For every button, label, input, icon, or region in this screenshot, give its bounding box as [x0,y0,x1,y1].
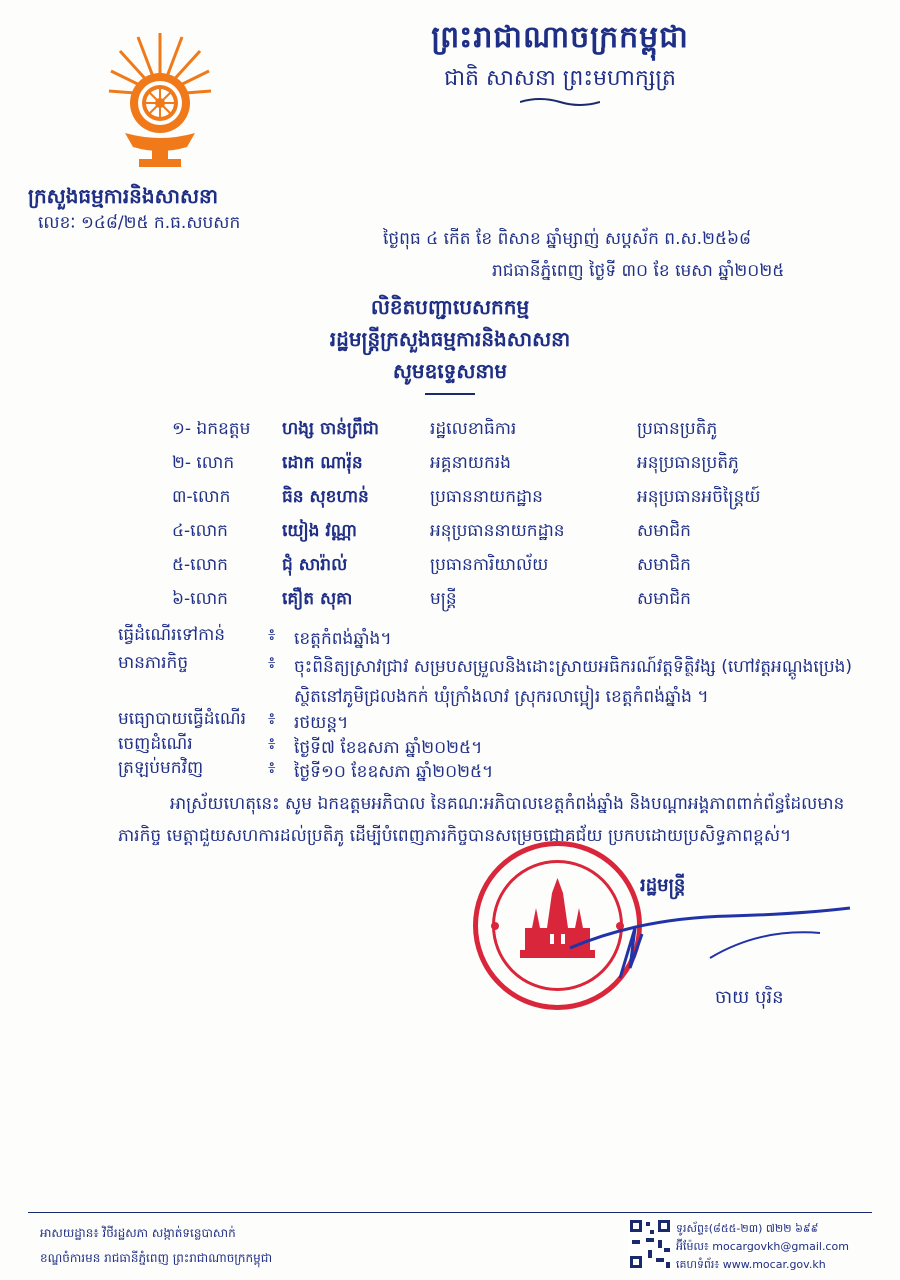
member-name: គឿត សុគា [282,589,353,609]
title-divider [425,393,475,395]
signature-title: រដ្ឋមន្ត្រី [640,875,686,896]
return-value: ថ្ងៃទី១០ ខែឧសភា ឆ្នាំ២០២៥។ [294,762,494,782]
transport-label: មធ្យោបាយធ្វើដំណើរ [118,709,247,729]
member-role: សមាជិក [637,555,691,575]
member-position: ប្រធានការិយាល័យ [430,555,549,575]
ministry-logo-icon [105,25,215,175]
member-position: រដ្ឋលេខាធិការ [430,419,517,439]
member-role: សមាជិក [637,521,691,541]
member-position: អនុប្រធាននាយកដ្ឋាន [430,521,565,541]
colon: ៖ [268,625,276,645]
member-name: យៀង វណ្ណា [282,521,357,541]
member-row [172,554,872,588]
member-role: អនុប្រធានអចិន្ត្រៃយ៍ [637,487,761,507]
member-index: ៤-លោក [172,521,228,541]
return-date-row [118,757,878,783]
member-name: ហង្ស ចាន់ព្រឹជា [282,419,379,439]
member-role: ប្រធានប្រតិភូ [637,419,718,439]
member-name: ធិន សុខហាន់ [282,487,369,507]
lunar-date: ថ្ងៃពុធ ៤ កើត ខែ ពិសាខ ឆ្នាំម្សាញ់ សប្តស័ក ព.ស.២៥៦៨ [383,229,752,249]
transport-value: រថយន្ត។ [294,713,349,733]
colon: ៖ [268,758,276,778]
motto-ornament-icon [520,96,600,108]
member-position: មន្ត្រី [430,589,457,609]
member-row [172,588,872,622]
reference-number: លេខៈ ១៤៨/២៥ ក.ធ.សបសក [38,213,241,233]
member-position: ប្រធាននាយកដ្ឋាន [430,487,543,507]
signatory-name: ចាយ បុរិន [715,987,784,1008]
closing-paragraph: អាស្រ័យហេតុនេះ សូម ឯកឧត្តមអភិបាល នៃគណៈអភិបាលខេត្តកំពង់ឆ្នាំង និងបណ្តាអង្គភាពពាក់ព័ន្ធដែលមានភារកិច្ច មេត្តាជួយសហការដល់ប្រតិភូ ដើម្បីបំពេញភារកិច្ចបានសម្រេចជោគជ័យ ប្រកបដោយប្រសិទ្ធភាពខ្ពស់។ [118,794,845,846]
departure-value: ថ្ងៃទី៧ ខែឧសភា ឆ្នាំ២០២៥។ [294,738,483,758]
footer-website: គេហទំព័រ៖ www.mocar.gov.kh [676,1258,826,1271]
member-role: សមាជិក [637,589,691,609]
member-name: ដោក ណារ៉ុន [282,453,363,473]
footer-phone: ទូរស័ព្ទ៖(៨៥៥-២៣) ៧២២ ៦៩៩ [676,1222,819,1235]
footer-address-line2: ខណ្ឌចំការមន រាជធានីភ្នំពេញ ព្រះរាជាណាចក្រកម្ពុជា [40,1251,273,1265]
colon: ៖ [268,734,276,754]
kingdom-heading: ព្រះរាជាណាចក្រកម្ពុជា [431,20,689,55]
issuer-title: រដ្ឋមន្ត្រីក្រសួងធម្មការនិងសាសនា [329,327,571,351]
member-row [172,520,872,554]
colon: ៖ [268,709,276,729]
mission-value: ចុះពិនិត្យស្រាវជ្រាវ សម្របសម្រួលនិងដោះស្រាយអធិករណ៍វត្តទិត្ថិវង្ស (ហៅវត្តអណ្តូងប្រេង) ស្ថិតនៅភូមិជ្រលងកក់ ឃុំក្រាំងលាវ ស្រុករលាប្អៀរ ខេត្តកំពង់ឆ្នាំង ។ [294,657,853,707]
member-index: ៥-លោក [172,555,228,575]
colon: ៖ [268,653,276,673]
solar-date: រាជធានីភ្នំពេញ ថ្ងៃទី ៣០ ខែ មេសា ឆ្នាំ២០២៥ [492,261,785,281]
destination-label: ធ្វើដំណើរទៅកាន់ [118,625,226,645]
member-name: ជុំ សារ៉ាល់ [282,555,348,575]
mission-row [118,652,878,714]
qr-code-icon [628,1218,672,1270]
member-row [172,418,872,452]
mission-label: មានភារកិច្ច [118,653,189,673]
footer-email: អ៊ីម៉ែល៖ mocargovkh@gmail.com [676,1240,849,1253]
handwritten-signature-icon [560,888,860,988]
member-index: ១- ឯកឧត្តម [172,419,251,439]
member-index: ២- លោក [172,453,235,473]
member-row [172,486,872,520]
member-row [172,452,872,486]
footer-address-line1: អាសយដ្ឋាន៖ វិថីរដ្ឋសភា សង្កាត់ទន្លេបាសាក់ [40,1226,236,1240]
departure-label: ចេញដំណើរ [118,734,193,754]
designation-title: សូមឧទ្ទេសនាម [392,359,508,383]
national-motto: ជាតិ សាសនា ព្រះមហាក្សត្រ [444,66,676,91]
ministry-name: ក្រសួងធម្មការនិងសាសនា [28,184,219,208]
member-index: ៦-លោក [172,589,228,609]
destination-value: ខេត្តកំពង់ឆ្នាំង។ [294,629,392,649]
member-position: អគ្គនាយករង [430,453,511,473]
member-role: អនុប្រធានប្រតិភូ [637,453,739,473]
member-index: ៣-លោក [172,487,231,507]
footer-divider [28,1212,872,1213]
destination-row [118,624,878,654]
document-title: លិខិតបញ្ជាបេសកកម្ម [370,295,530,319]
return-label: ត្រឡប់មកវិញ [118,758,204,778]
